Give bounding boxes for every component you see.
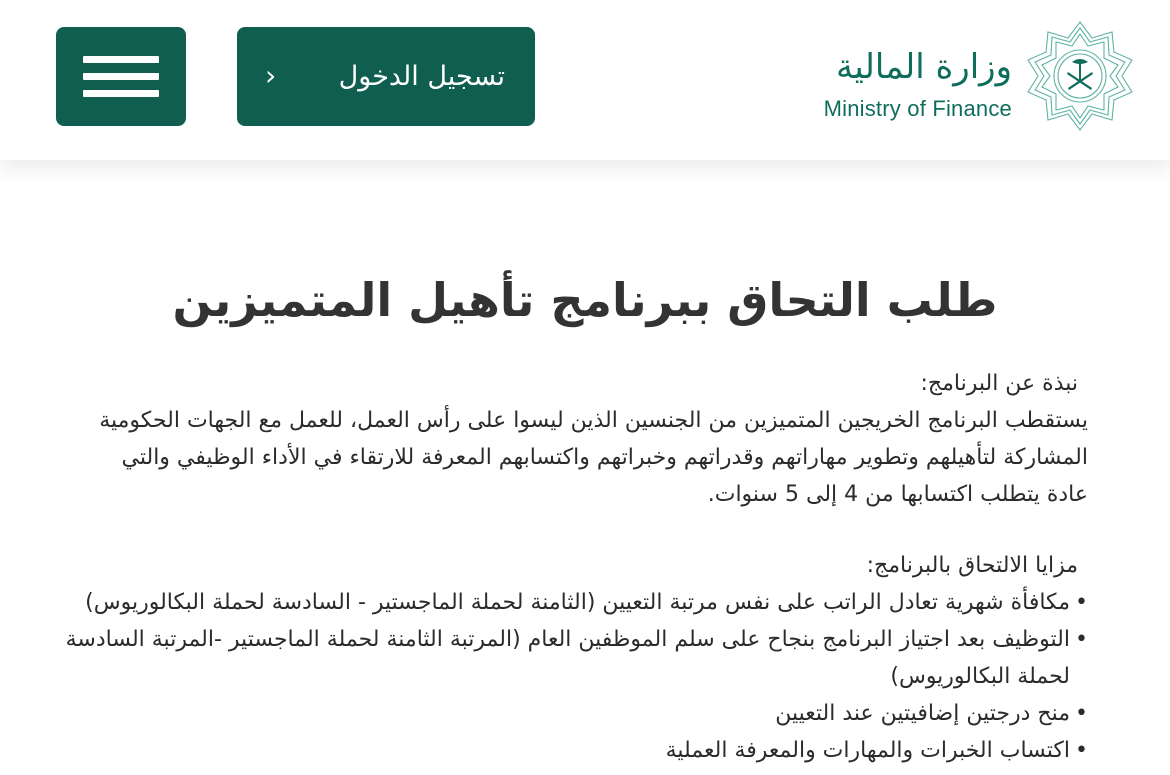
menu-bar bbox=[83, 90, 159, 97]
list-item: • اكتساب الخبرات والمهارات والمعرفة العملية bbox=[60, 732, 1088, 769]
hamburger-menu-button[interactable] bbox=[56, 27, 186, 126]
benefits-label: مزايا الالتحاق بالبرنامج: bbox=[866, 553, 1078, 578]
login-button[interactable] bbox=[237, 27, 535, 126]
logo-arabic-name: وزارة المالية bbox=[836, 47, 1012, 87]
about-text: يستقطب البرنامج الخريجين المتميزين من الجنسين الذين ليسوا على رأس العمل، للعمل مع الجهات الحكومية المشاركة لتأهيلهم وتطوير مهاراتهم وقدراتهم وخبراتهم واكتسابهم المعرفة للارتقاء في الأداء الوظيفي والتي عادة يتطلب اكتسابها من 4 إلى 5 سنوات. bbox=[99, 408, 1088, 507]
benefits-list bbox=[60, 584, 1110, 769]
chevron-right-icon: › bbox=[265, 59, 277, 92]
list-item: • مكافأة شهرية تعادل الراتب على نفس مرتبة التعيين (الثامنة لحملة الماجستير - السادسة لحملة البكالوريوس) bbox=[60, 584, 1088, 621]
login-label: تسجيل الدخول bbox=[338, 61, 505, 92]
page-title: طلب التحاق ببرنامج تأهيل المتميزين bbox=[172, 273, 998, 327]
list-item: • التوظيف بعد اجتياز البرنامج بنجاح على سلم الموظفين العام (المرتبة الثامنة لحملة الماجستير -المرتبة السادسة لحملة البكالوريوس) bbox=[60, 621, 1088, 695]
menu-bar bbox=[83, 56, 159, 63]
list-item: • منح درجتين إضافيتين عند التعيين bbox=[60, 695, 1088, 732]
saudi-emblem-icon bbox=[1022, 18, 1138, 134]
site-header bbox=[0, 0, 1170, 160]
about-label: نبذة عن البرنامج: bbox=[920, 371, 1078, 396]
logo-english-name: Ministry of Finance bbox=[823, 96, 1012, 121]
ministry-logo[interactable] bbox=[823, 47, 1012, 122]
main-content bbox=[60, 255, 1110, 769]
menu-bar bbox=[83, 73, 159, 80]
